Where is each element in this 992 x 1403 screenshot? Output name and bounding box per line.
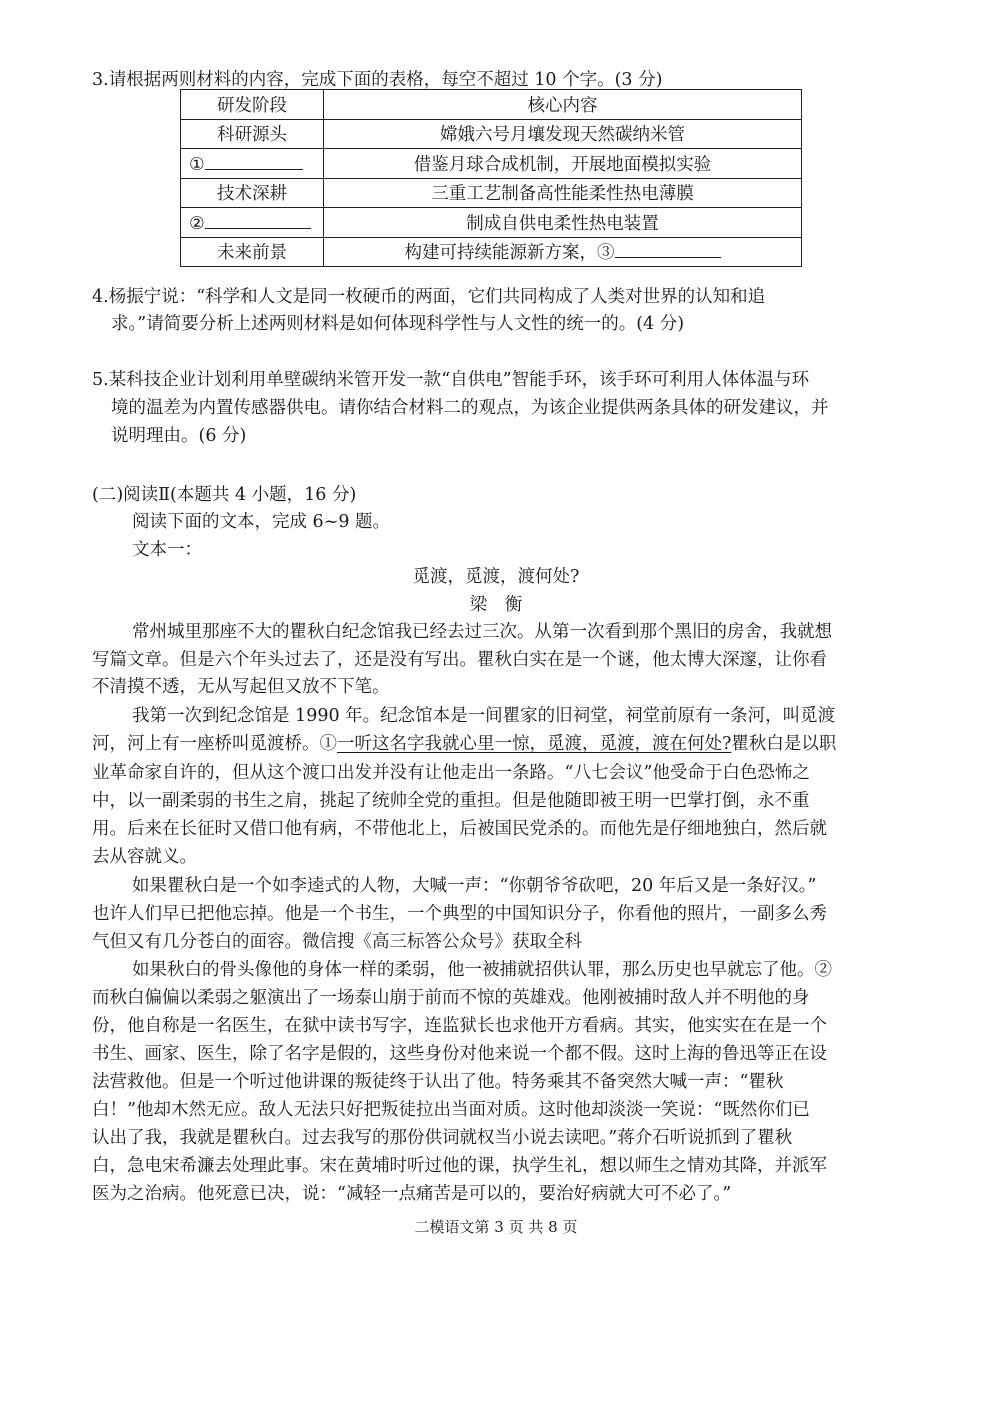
blank-marker-1: ① xyxy=(189,154,205,175)
table-cell-content: 嫦娥六号月壤发现天然碳纳米管 xyxy=(324,119,802,149)
table-row xyxy=(181,237,802,267)
answer-blank-1[interactable] xyxy=(205,152,303,170)
q5-line-3: 说明理由。(6 分) xyxy=(111,426,247,446)
p2-line-6: 去从容就义。 xyxy=(92,847,197,867)
p1-line-3: 不清摸不透，无从写起但又放不下笔。 xyxy=(92,677,390,697)
q4-line-2: 求。”请简要分析上述两则材料是如何体现科学性与人文性的统一的。(4 分) xyxy=(111,314,685,334)
answer-table xyxy=(180,89,802,267)
table-row xyxy=(181,119,802,149)
p3-line-3: 气但又有几分苍白的面容。微信搜《高三标答公众号》获取全科 xyxy=(92,932,582,952)
table-cell-content: 制成自供电柔性热电装置 xyxy=(324,208,802,238)
p3-line-2: 也许人们早已把他忘掉。他是一个书生，一个典型的中国知识分子，你看他的照片，一副多么秀 xyxy=(92,904,827,924)
p2-line-2-post: 瞿秋白是以职 xyxy=(731,734,837,754)
text-label: 文本一： xyxy=(132,540,202,560)
table-cell-stage: 科研源头 xyxy=(181,119,324,149)
p1-line-2: 写篇文章。但是六个年头过去了，还是没有写出。瞿秋白实在是一个谜，他太博大深邃，让你看 xyxy=(92,650,827,670)
table-cell-stage-blank-1 xyxy=(181,149,324,179)
table-header-row xyxy=(181,90,802,120)
p2-line-5: 用。后来在长征时又借口他有病，不带他北上，后被国民党杀的。而他先是仔细地独白，然后就 xyxy=(92,819,827,839)
q4-line-1: 4.杨振宁说：“科学和人文是同一枚硬币的两面，它们共同构成了人类对世界的认知和追 xyxy=(92,287,766,307)
answer-blank-3[interactable] xyxy=(615,240,721,258)
p2-line-3: 业革命家自许的，但从这个渡口出发并没有让他走出一条路。“八七会议”他受命于白色恐怖之 xyxy=(92,763,810,783)
section-instruction: 阅读下面的文本，完成 6~9 题。 xyxy=(132,512,391,532)
answer-blank-2[interactable] xyxy=(205,211,311,229)
q5-line-1: 5.某科技企业计划利用单壁碳纳米管开发一款“自供电”智能手环，该手环可利用人体体温与环 xyxy=(92,370,810,390)
p1-line-1: 常州城里那座不大的瞿秋白纪念馆我已经去过三次。从第一次看到那个黑旧的房舍，我就想 xyxy=(132,622,832,642)
table-cell-content: 三重工艺制备高性能柔性热电薄膜 xyxy=(324,178,802,208)
p2-line-2-pre: 河，河上有一座桥叫觅渡桥。① xyxy=(92,734,337,754)
table-row xyxy=(181,208,802,238)
q3-stem: 3.请根据两则材料的内容，完成下面的表格，每空不超过 10 个字。(3 分) xyxy=(92,70,663,90)
p2-line-4: 中，以一副柔弱的书生之肩，挑起了统帅全党的重担。但是他随即被王明一巴掌打倒，永不重 xyxy=(92,791,810,811)
article-title: 觅渡，觅渡，渡何处? xyxy=(412,567,580,587)
table-cell-stage: 未来前景 xyxy=(181,237,324,267)
table-header-content: 核心内容 xyxy=(324,90,802,120)
p4-line-7: 认出了我，我就是瞿秋白。过去我写的那份供词就权当小说去读吧。”蒋介石听说抓到了瞿秋 xyxy=(92,1128,793,1148)
article-author: 梁 衡 xyxy=(469,595,523,615)
table-row xyxy=(181,149,802,179)
p3-line-1: 如果瞿秋白是一个如李逵式的人物，大喊一声：“你朝爷爷砍吧，20 年后又是一条好汉。” xyxy=(132,876,817,896)
table-cell-content: 借鉴月球合成机制，开展地面模拟实验 xyxy=(324,149,802,179)
q5-line-2: 境的温差为内置传感器供电。请你结合材料二的观点，为该企业提供两条具体的研发建议，并 xyxy=(111,398,829,418)
table-header-stage: 研发阶段 xyxy=(181,90,324,120)
p4-line-1: 如果秋白的骨头像他的身体一样的柔弱，他一被捕就招供认罪，那么历史也早就忘了他。② xyxy=(132,960,832,980)
blank-marker-2: ② xyxy=(189,213,205,234)
table-cell-stage-blank-2 xyxy=(181,208,324,238)
section-heading: (二)阅读Ⅱ(本题共 4 小题，16 分) xyxy=(92,485,357,505)
p2-line-1: 我第一次到纪念馆是 1990 年。纪念馆本是一间瞿家的旧祠堂，祠堂前原有一条河，叫觅渡 xyxy=(132,706,836,726)
p4-line-4: 书生、画家、医生，除了名字是假的，这些身份对他来说一个都不假。这时上海的鲁迅等正在设 xyxy=(92,1044,827,1064)
p4-line-2: 而秋白偏偏以柔弱之躯演出了一场泰山崩于前而不惊的英雄戏。他刚被捕时敌人并不明他的身 xyxy=(92,988,810,1008)
blank-3-text: 构建可持续能源新方案，③ xyxy=(404,243,615,264)
p2-line-2 xyxy=(92,730,836,755)
underlined-sentence-1: 一听这名字我就心里一惊，觅渡，觅渡，渡在何处? xyxy=(337,734,732,754)
page-footer: 二模语文第 3 页 共 8 页 xyxy=(414,1218,578,1236)
table-cell-stage: 技术深耕 xyxy=(181,178,324,208)
table-cell-content-blank-3 xyxy=(324,237,802,267)
p4-line-8: 白，急电宋希濂去处理此事。宋在黄埔时听过他的课，执学生礼，想以师生之情劝其降，并派军 xyxy=(92,1156,827,1176)
p4-line-6: 白！”他却木然无应。敌人无法只好把叛徒拉出当面对质。这时他却淡淡一笑说：“既然你们已 xyxy=(92,1100,810,1120)
table-row xyxy=(181,178,802,208)
p4-line-5: 法营救他。但是一个听过他讲课的叛徒终于认出了他。特务乘其不备突然大喊一声：“瞿秋 xyxy=(92,1072,784,1092)
p4-line-9: 医为之治病。他死意已决，说：“减轻一点痛苦是可以的，要治好病就大可不必了。” xyxy=(92,1184,732,1204)
p4-line-3: 份，他自称是一名医生，在狱中读书写字，连监狱长也求他开方看病。其实，他实实在在是一个 xyxy=(92,1016,827,1036)
